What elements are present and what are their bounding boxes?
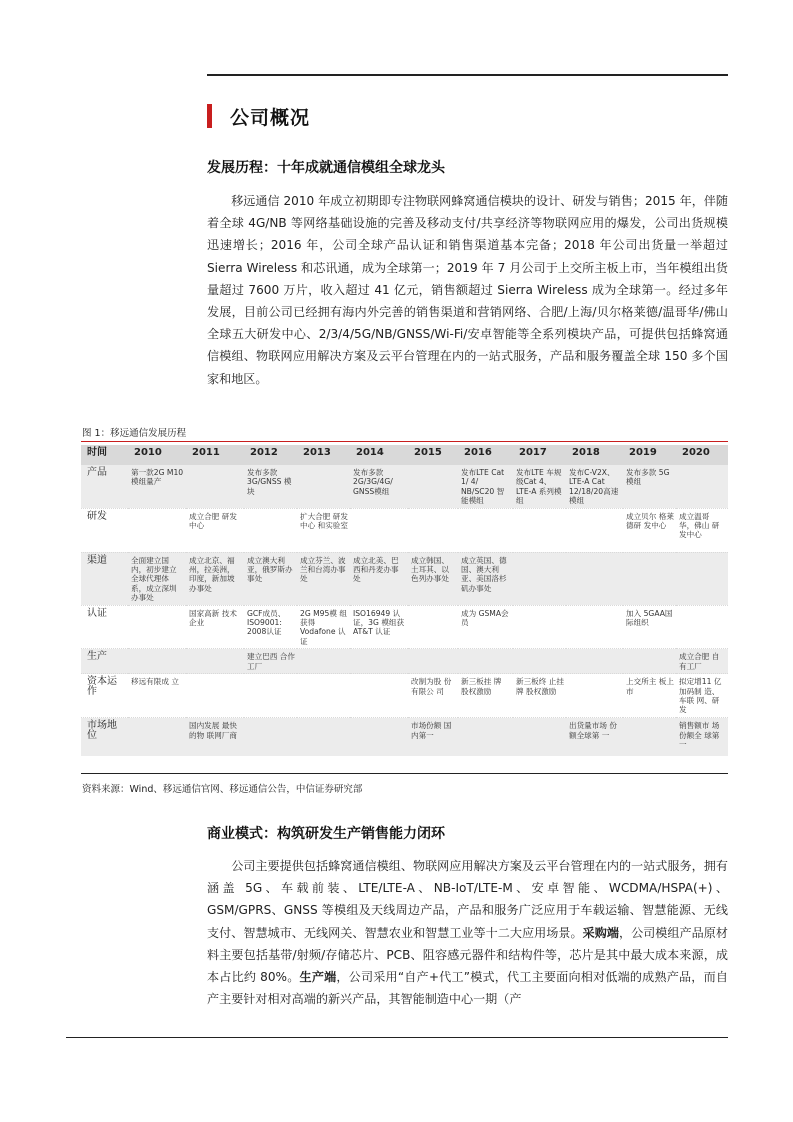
- timeline-cell: [128, 605, 186, 649]
- timeline-cell: [244, 718, 297, 756]
- year-header: 2011: [186, 445, 244, 465]
- timeline-cell: 成立芬兰、波兰和台湾办事处: [297, 552, 350, 605]
- timeline-cell: 国内发展 最快的物 联网厂商: [186, 718, 244, 756]
- timeline-cell: [350, 649, 408, 674]
- timeline-row: [81, 605, 728, 649]
- timeline-cell: 扩大合肥 研发中心 和实验室: [297, 508, 350, 552]
- timeline-cell: [408, 605, 458, 649]
- timeline-cell: [566, 674, 623, 718]
- figure-top-rule: [81, 441, 728, 442]
- year-header: 2012: [244, 445, 297, 465]
- timeline-cell: 发布多款 3G/GNSS 模块: [244, 465, 297, 509]
- row-label: 认证: [81, 605, 128, 649]
- row-label: 渠道: [81, 552, 128, 605]
- timeline-cell: [408, 508, 458, 552]
- header-label-time: 时间: [81, 445, 128, 465]
- timeline-cell: [513, 605, 566, 649]
- timeline-cell: 上交所主 板上市: [623, 674, 676, 718]
- timeline-cell: 成立贝尔 格莱德研 发中心: [623, 508, 676, 552]
- timeline-row: [81, 674, 728, 718]
- timeline-cell: 2G M95模 组获得 Vodafone 认证: [297, 605, 350, 649]
- timeline-cell: 移远有限成 立: [128, 674, 186, 718]
- timeline-cell: [297, 465, 350, 509]
- timeline-cell: 出货量市场 份额全球第 一: [566, 718, 623, 756]
- timeline-cell: [186, 649, 244, 674]
- timeline-row: [81, 465, 728, 509]
- subsection-title-business: 商业模式：构筑研发生产销售能力闭环: [207, 826, 445, 842]
- timeline-cell: [458, 649, 513, 674]
- timeline-cell: [128, 649, 186, 674]
- timeline-figure: [81, 445, 728, 756]
- footer-rule: [66, 1037, 728, 1038]
- section-marker-bar: [207, 104, 212, 128]
- timeline-cell: 国家高新 技术企业: [186, 605, 244, 649]
- business-text-part-2: ，公司模组产品原材料主要包括基带/射频/存储芯片、PCB、阻容感元器件和结构件等，芯片是其中最大成本来源，成本占比约 80%。: [207, 925, 728, 985]
- row-label: 产品: [81, 465, 128, 509]
- timeline-cell: 成立澳大利亚，俄罗斯办事处: [244, 552, 297, 605]
- timeline-cell: 第一款2G M10模组量产: [128, 465, 186, 509]
- timeline-cell: [297, 649, 350, 674]
- year-header: 2018: [566, 445, 623, 465]
- timeline-cell: 加入 5GAA国 际组织: [623, 605, 676, 649]
- row-label: 生产: [81, 649, 128, 674]
- timeline-cell: [408, 465, 458, 509]
- year-header: 2020: [676, 445, 728, 465]
- timeline-cell: 改制为股 份有限公 司: [408, 674, 458, 718]
- timeline-cell: [128, 718, 186, 756]
- row-label: 研发: [81, 508, 128, 552]
- timeline-header-row: [81, 445, 728, 465]
- timeline-cell: [128, 508, 186, 552]
- business-text-part-1: 公司主要提供包括蜂窝通信模组、物联网应用解决方案及云平台管理在内的一站式服务，拥有涵盖 5G、车载前装、LTE/LTE-A、NB-IoT/LTE-M、安卓智能、WCDMA/HSPA(+)、GSM/GPRS、GNSS 等模组及天线周边产品，产品和服务广泛应用于车载运输、智慧能源、无线支付、智慧城市、无线网关、智慧农业和智慧工业等十二大应用场景。: [207, 859, 728, 940]
- timeline-cell: [458, 718, 513, 756]
- timeline-cell: [676, 552, 728, 605]
- header-rule: [207, 74, 728, 76]
- timeline-cell: [297, 718, 350, 756]
- timeline-cell: [408, 649, 458, 674]
- timeline-cell: [566, 552, 623, 605]
- timeline-cell: 成立北美、巴西和丹麦办事处: [350, 552, 408, 605]
- timeline-cell: [350, 718, 408, 756]
- timeline-row: [81, 508, 728, 552]
- business-text-part-3: ，公司采用“自产+代工”模式，代工主要面向相对低端的成熟产品，而自产主要针对相对高端的新兴产品，其智能制造中心一期（产: [207, 970, 728, 1007]
- timeline-cell: [513, 552, 566, 605]
- timeline-cell: 发布C-V2X、LTE-A Cat 12/18/20高速模组: [566, 465, 623, 509]
- timeline-cell: 成为 GSMA会 员: [458, 605, 513, 649]
- timeline-cell: 销售额市 场份额全 球第一: [676, 718, 728, 756]
- row-label: 资本运作: [81, 674, 128, 718]
- timeline-cell: [513, 508, 566, 552]
- timeline-cell: [350, 674, 408, 718]
- year-header: 2015: [408, 445, 458, 465]
- business-paragraph: [207, 855, 728, 1010]
- timeline-cell: [186, 674, 244, 718]
- timeline-cell: 新三板挂 牌 股权激励: [458, 674, 513, 718]
- timeline-cell: [676, 605, 728, 649]
- timeline-cell: [244, 674, 297, 718]
- timeline-cell: 发布LTE Cat 1/ 4/ NB/SC20 智能模组: [458, 465, 513, 509]
- timeline-cell: [350, 508, 408, 552]
- timeline-row: [81, 718, 728, 756]
- timeline-cell: [623, 718, 676, 756]
- business-text: [207, 855, 728, 1010]
- timeline-row: [81, 649, 728, 674]
- year-header: 2013: [297, 445, 350, 465]
- timeline-cell: GCF成员、ISO9001: 2008认证: [244, 605, 297, 649]
- timeline-cell: [186, 465, 244, 509]
- timeline-cell: 成立温哥 华，佛山 研发中心: [676, 508, 728, 552]
- timeline-cell: 市场份额 国内第一: [408, 718, 458, 756]
- timeline-cell: [676, 465, 728, 509]
- year-header: 2017: [513, 445, 566, 465]
- history-paragraph: [207, 190, 728, 390]
- history-text: 移远通信 2010 年成立初期即专注物联网蜂窝通信模块的设计、研发与销售；2015 年，伴随着全球 4G/NB 等网络基础设施的完善及移动支付/共享经济等物联网应用的爆发，公司出货规模迅速增长；2016 年，公司全球产品认证和销售渠道基本完备；2018 年公司出货量一举超过 Sierra Wireless 和芯讯通，成为全球第一；2019 年 7 月公司于上交所主板上市，当年模组出货量超过 7600 万片，收入超过 41 亿元，销售额超过 Sierra Wireless 成为全球第一。经过多年发展，目前公司已经拥有海内外完善的销售渠道和营销网络、合肥/上海/贝尔格莱德/温哥华/佛山全球五大研发中心、2/3/4/5G/NB/GNSS/Wi-Fi/安卓智能等全系列模块产品，可提供包括蜂窝通信模组、物联网应用解决方案及云平台管理在内的一站式服务，产品和服务覆盖全球 150 多个国家和地区。: [207, 194, 728, 386]
- timeline-cell: 发布LTE 车规级Cat 4、LTE-A 系列模组: [513, 465, 566, 509]
- subsection-title-history: 发展历程：十年成就通信模组全球龙头: [207, 160, 445, 176]
- timeline-cell: 全面建立国内，初步建立全球代理体系，成立深圳办事处: [128, 552, 186, 605]
- timeline-cell: [513, 718, 566, 756]
- timeline-row: [81, 552, 728, 605]
- timeline-cell: 建立巴西 合作工厂: [244, 649, 297, 674]
- year-header: 2014: [350, 445, 408, 465]
- timeline-cell: [566, 508, 623, 552]
- timeline-cell: [566, 605, 623, 649]
- timeline-cell: [244, 508, 297, 552]
- timeline-cell: ISO16949 认证，3G 模组获 AT&T 认证: [350, 605, 408, 649]
- timeline-cell: 新三板终 止挂牌 股权激励: [513, 674, 566, 718]
- timeline-cell: 拟定增11 亿加码制 造、车联 网、研发: [676, 674, 728, 718]
- timeline-cell: [623, 649, 676, 674]
- timeline-cell: 发布多款 5G模组: [623, 465, 676, 509]
- timeline-cell: [566, 649, 623, 674]
- timeline-cell: [513, 649, 566, 674]
- figure-source: 资料来源：Wind、移远通信官网、移远通信公告，中信证券研究部: [82, 784, 363, 795]
- figure-title: 图 1：移远通信发展历程: [82, 428, 187, 439]
- year-header: 2016: [458, 445, 513, 465]
- timeline-cell: 成立韩国、土耳其、以色列办事处: [408, 552, 458, 605]
- timeline-cell: 成立合肥 自有工厂: [676, 649, 728, 674]
- timeline-cell: 成立北京、福州，拉美洲，印度，新加坡办事处: [186, 552, 244, 605]
- figure-bottom-rule: [81, 773, 728, 774]
- year-header: 2019: [623, 445, 676, 465]
- timeline-cell: [297, 674, 350, 718]
- timeline-cell: 成立合肥 研发中心: [186, 508, 244, 552]
- keyword-production: 生产端: [299, 970, 337, 985]
- section-title: 公司概况: [230, 106, 311, 129]
- section-heading: [207, 103, 310, 129]
- row-label: 市场地位: [81, 718, 128, 756]
- timeline-cell: [623, 552, 676, 605]
- keyword-procurement: 采购端: [582, 925, 619, 940]
- timeline-cell: 发布多款 2G/3G/4G/ GNSS模组: [350, 465, 408, 509]
- timeline-cell: [458, 508, 513, 552]
- timeline-table: [81, 445, 728, 756]
- year-header: 2010: [128, 445, 186, 465]
- timeline-cell: 成立英国、德国、澳大利亚、美国洛杉矶办事处: [458, 552, 513, 605]
